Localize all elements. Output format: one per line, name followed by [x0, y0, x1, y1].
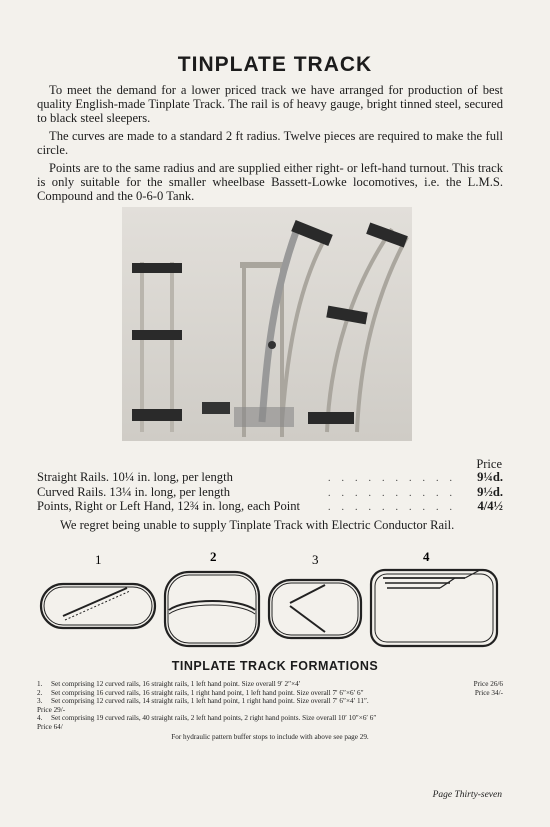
formation-4	[371, 570, 497, 646]
formation-label: 2	[210, 549, 217, 564]
formation-label: 3	[312, 552, 319, 567]
price-row	[37, 500, 503, 515]
formation-label: 1	[95, 552, 102, 567]
price-value: 9¼d.	[477, 470, 503, 484]
formations-svg	[35, 548, 510, 653]
page-title: TINPLATE TRACK	[177, 53, 373, 76]
price-description: Points, Right or Left Hand, 12¾ in. long, each Point	[37, 499, 301, 513]
price-column-header: Price	[476, 457, 502, 471]
intro-paragraph: To meet the demand for a lower priced track we have arranged for production of best quality English-made Tinplate Track. The rail is of heavy gauge, bright tinned steel, secured to black steel sleepers.	[37, 83, 503, 125]
leader-dots: ..........	[328, 502, 463, 513]
set-description: Set comprising 12 curved rails, 16 straight rails, 1 left hand point. Size overall 9′ 2″×4′	[51, 680, 301, 688]
set-description: Set comprising 19 curved rails, 40 straight rails, 2 left hand points, 2 right hand points. Size overall 10′ 10″×6′ 6″	[51, 714, 377, 723]
price-description: Straight Rails. 10¼ in. long, per length	[37, 470, 233, 484]
set-description: Set comprising 12 curved rails, 14 straight rails, 1 left hand point, 1 right hand point. Size overall 7′ 6″×4′ 11″.	[51, 697, 369, 706]
set-row	[37, 680, 503, 689]
formations-title: TINPLATE TRACK FORMATIONS	[171, 659, 379, 673]
price-list	[37, 471, 503, 515]
set-number: 2.	[37, 688, 43, 697]
price-value: 4/4½	[477, 499, 503, 513]
intro-text	[37, 83, 503, 207]
formation-3	[269, 580, 361, 638]
set-number: 4.	[37, 714, 43, 723]
set-number: 3.	[37, 697, 43, 706]
leader-dots: ..........	[328, 473, 463, 484]
set-price: Price 29/-	[37, 705, 66, 714]
set-row	[37, 714, 503, 723]
track-formations-diagram	[35, 548, 510, 653]
set-row	[37, 697, 503, 706]
set-price: Price 26/6	[473, 680, 503, 688]
intro-paragraph: Points are to the same radius and are supplied either right- or left-hand turnout. This track is only suitable for the smaller wheelbase Bassett-Lowke locomotives, i.e. the L.M.S. Compound and the 0-6-0 Tank.	[37, 161, 503, 203]
regret-notice: We regret being unable to supply Tinplate Track with Electric Conductor Rail.	[60, 518, 455, 532]
track-photo	[122, 207, 412, 441]
track-photo-illustration	[122, 207, 412, 441]
set-row	[37, 689, 503, 698]
price-row	[37, 471, 503, 486]
set-description: Set comprising 16 curved rails, 16 straight rails, 1 right hand point, 1 left hand point. Size overall 7′ 6″×6′ 6″	[51, 688, 364, 697]
leader-dots: ..........	[328, 487, 463, 499]
formation-2	[165, 572, 259, 646]
formation-label: 4	[423, 549, 430, 564]
price-description: Curved Rails. 13¼ in. long, per length	[37, 484, 231, 499]
set-price: Price 34/-	[474, 688, 503, 697]
page-number: Page Thirty-seven	[432, 790, 502, 800]
formation-1	[41, 584, 155, 628]
set-number: 1.	[37, 680, 43, 688]
set-price: Price 64/	[37, 722, 63, 731]
price-row	[37, 486, 503, 501]
track-sets-list	[37, 680, 503, 741]
intro-paragraph: The curves are made to a standard 2 ft radius. Twelve pieces are required to make the full circle.	[37, 129, 503, 157]
buffer-stops-note: For hydraulic pattern buffer stops to include with above see page 29.	[171, 732, 369, 741]
price-value: 9½d.	[477, 484, 503, 499]
